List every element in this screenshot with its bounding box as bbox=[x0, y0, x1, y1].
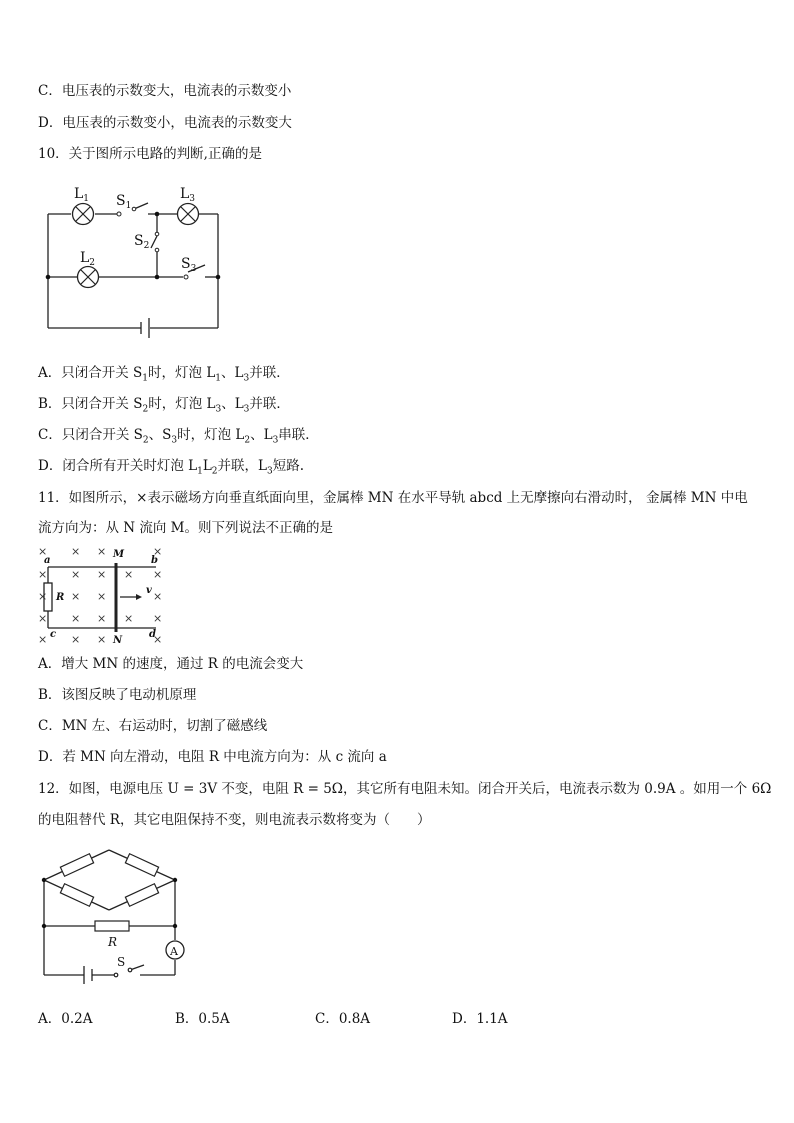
svg-text:×: × bbox=[71, 590, 81, 603]
svg-text:×: × bbox=[153, 612, 163, 625]
svg-text:×: × bbox=[38, 612, 48, 625]
q10-label-l2: $L_2$ bbox=[80, 250, 96, 268]
q12-option-d: D．1.1A bbox=[452, 1011, 508, 1027]
svg-text:×: × bbox=[97, 545, 107, 558]
svg-text:×: × bbox=[153, 545, 163, 558]
q11-option-c: C．MN 左、右运动时，切割了磁感线 bbox=[38, 718, 268, 734]
q9-option-c: C．电压表的示数变大，电流表的示数变小 bbox=[38, 83, 292, 99]
q12-option-a: A．0.2A bbox=[38, 1011, 93, 1027]
svg-text:×: × bbox=[97, 590, 107, 603]
q12-stem-line1: 12．如图，电源电压 U = 3V 不变，电阻 R = 5Ω，其它所有电阻未知。闭合开关后，电流表示数为 0.9A 。如用一个 6Ω bbox=[38, 781, 772, 797]
svg-text:×: × bbox=[71, 612, 81, 625]
q10-label-l1: $L_1$ bbox=[74, 186, 90, 204]
svg-text:×: × bbox=[153, 590, 163, 603]
q11-stem-line1: 11．如图所示，×表示磁场方向垂直纸面向里，金属棒 MN 在水平导轨 abcd 上无摩擦向右滑动时， 金属棒 MN 中电 bbox=[38, 490, 748, 506]
svg-text:×: × bbox=[124, 612, 134, 625]
q11-label-r: R bbox=[56, 592, 65, 603]
q12-option-b: B．0.5A bbox=[175, 1011, 230, 1027]
q11-label-c: c bbox=[50, 629, 57, 640]
q12-options bbox=[38, 1010, 638, 1028]
q10-option-c: C．只闭合开关 $S_2$、$S_3$时，灯泡 $L_2$、$L_3$串联． bbox=[38, 427, 319, 446]
svg-text:×: × bbox=[153, 633, 163, 646]
svg-text:×: × bbox=[38, 568, 48, 581]
svg-text:×: × bbox=[124, 568, 134, 581]
q12-stem-line2: 的电阻替代 R，其它电阻保持不变，则电流表示数将变为（ ） bbox=[38, 812, 431, 828]
q11-label-n: N bbox=[113, 635, 123, 646]
svg-text:×: × bbox=[71, 545, 81, 558]
svg-text:×: × bbox=[38, 590, 48, 603]
q10-label-s3: $S_3$ bbox=[181, 256, 197, 274]
svg-text:×: × bbox=[153, 568, 163, 581]
svg-text:×: × bbox=[97, 568, 107, 581]
q12-option-c: C．0.8A bbox=[315, 1011, 371, 1027]
q12-label-r: R bbox=[108, 935, 118, 949]
svg-text:×: × bbox=[38, 545, 48, 558]
q10-option-a: A．只闭合开关 $S_1$时，灯泡 $L_1$、$L_3$并联． bbox=[38, 365, 290, 384]
q9-option-d: D．电压表的示数变小，电流表的示数变大 bbox=[38, 115, 292, 131]
q10-label-s2: $S_2$ bbox=[134, 233, 150, 251]
svg-text:×: × bbox=[71, 568, 81, 581]
q10-option-b: B．只闭合开关 $S_2$时，灯泡 $L_3$、$L_3$并联． bbox=[38, 396, 290, 415]
svg-text:×: × bbox=[38, 633, 48, 646]
q11-label-a: a bbox=[44, 555, 51, 566]
q11-label-b: b bbox=[151, 555, 158, 566]
q12-ammeter-label: A bbox=[170, 945, 178, 958]
q11-option-b: B．该图反映了电动机原理 bbox=[38, 687, 197, 703]
svg-text:×: × bbox=[71, 633, 81, 646]
q11-label-m: M bbox=[113, 549, 125, 560]
q11-stem-line2: 流方向为：从 N 流向 M。则下列说法不正确的是 bbox=[38, 520, 334, 536]
q11-label-d: d bbox=[149, 629, 156, 640]
q10-label-s1: $S_1$ bbox=[116, 193, 132, 211]
q11-option-d: D．若 MN 向左滑动，电阻 R 中电流方向为：从 c 流向 a bbox=[38, 749, 387, 765]
q10-label-l3: $L_3$ bbox=[180, 186, 196, 204]
q12-label-s: S bbox=[117, 955, 126, 969]
q10-option-d: D．闭合所有开关时灯泡 $L_1L_2$并联，$L_3$短路. bbox=[38, 458, 305, 477]
q10-stem: 10．关于图所示电路的判断,正确的是 bbox=[38, 146, 262, 162]
svg-text:×: × bbox=[97, 633, 107, 646]
q11-option-a: A．增大 MN 的速度，通过 R 的电流会变大 bbox=[38, 656, 304, 672]
svg-text:×: × bbox=[97, 612, 107, 625]
q11-label-v: v bbox=[146, 585, 152, 596]
